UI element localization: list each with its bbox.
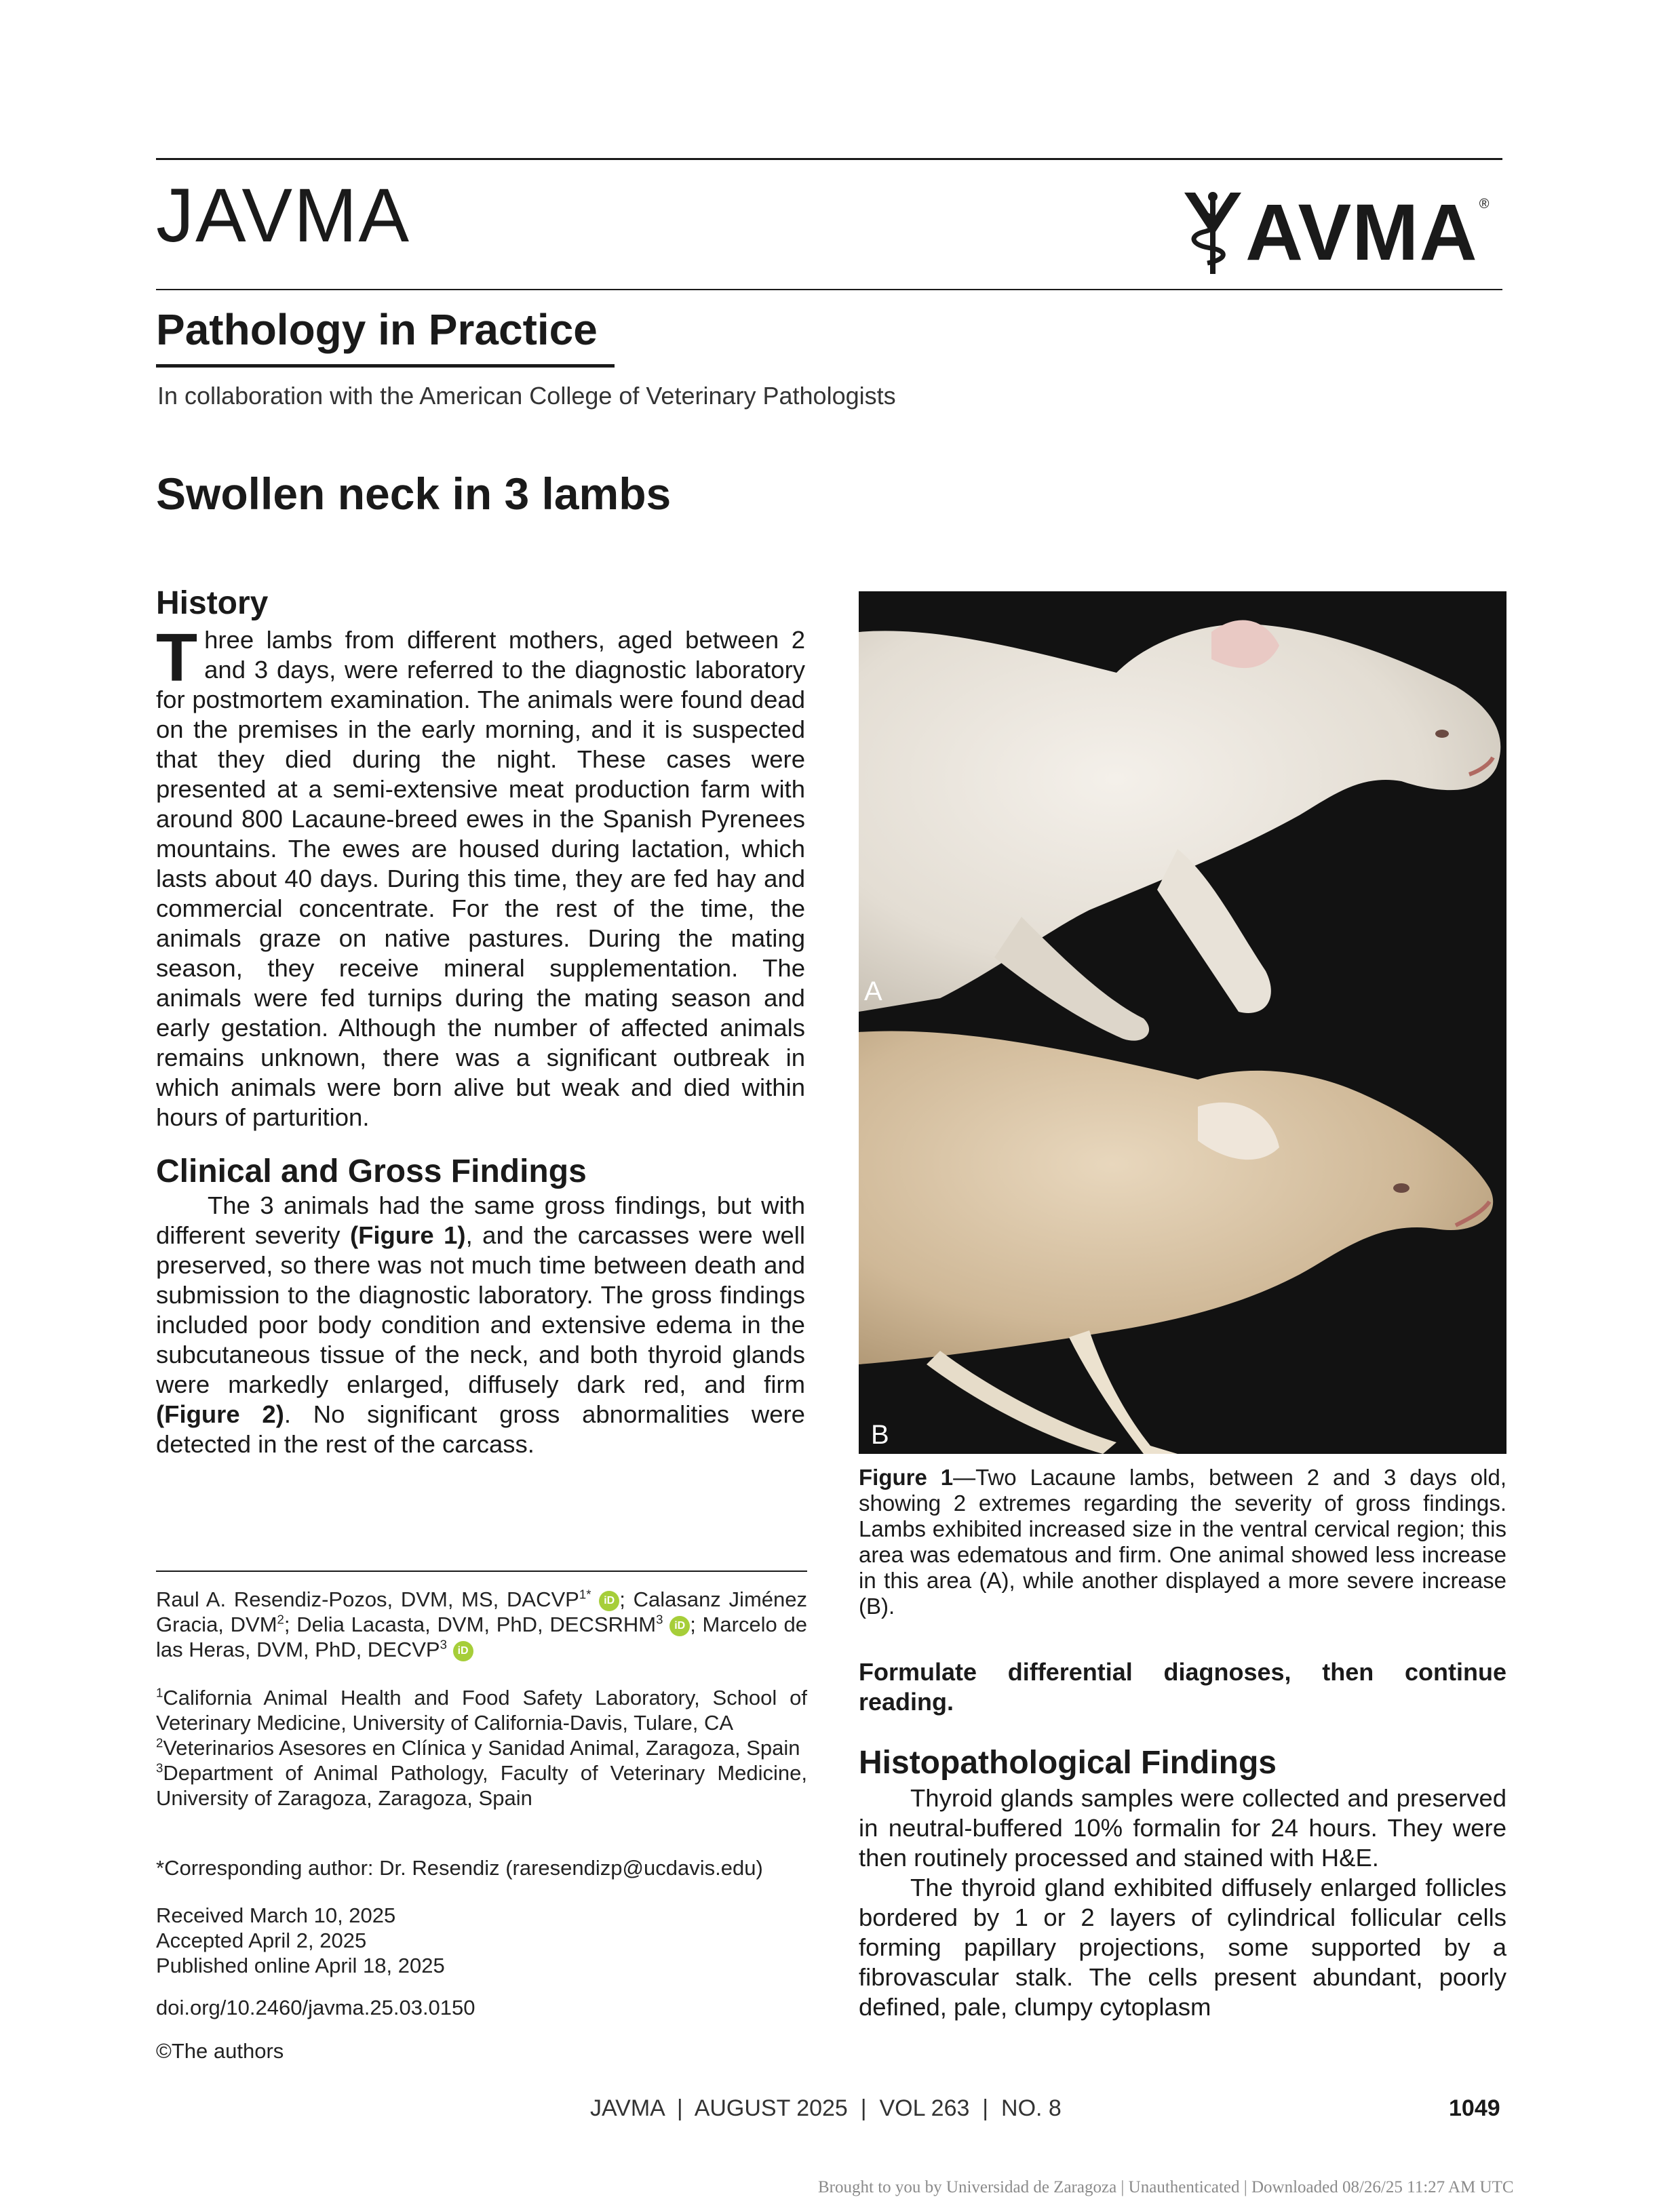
caption-text: —Two Lacaune lambs, between 2 and 3 days old, showing 2 extremes regarding the severity of gross findings. Lambs exhibited increased size in the ventral cervical region; this area was edematous and firm. One animal showed less increase in this area (A), while another displayed a more severe increase (B). [859,1465,1507,1619]
author-rule [156,1571,807,1572]
orcid-icon[interactable]: iD [453,1641,473,1661]
article-title: Swollen neck in 3 lambs [156,469,672,519]
affiliations [156,1685,807,1811]
avma-logo [1180,189,1489,277]
copyright: ©The authors [156,2039,284,2063]
clinical-text-2: , and the carcasses were well preserved, so there was not much time between death and submission to the diagnostic laboratory. The gross findings included poor body condition and extensive edema in the subcutaneous tissue of the neck, and both thyroid glands were markedly enlarged, diffusely dark red, and firm [156,1221,805,1398]
registered-mark: ® [1479,196,1490,212]
histo-paragraph-2: The thyroid gland exhibited diffusely enlarged follicles bordered by 1 or 2 layers of cylindrical follicular cells forming papillary projections, some supported by a fibrovascular stalk. The cells present abundant, poorly defined, pale, clumpy cytoplasm [859,1874,1506,2021]
received-date: Received March 10, 2025 [156,1903,396,1927]
drop-cap: T [156,620,198,696]
clinical-text-1: The 3 animals had the same gross findings, but with different severity [156,1191,805,1249]
published-date: Published online April 18, 2025 [156,1954,445,1977]
section-underline [156,364,615,368]
history-text: hree lambs from different mothers, aged between 2 and 3 days, were referred to the diagnostic laboratory for postmortem examination. The animals were found dead on the premises in the early morning, and it is suspected that they died during the night. These cases were presented at a semi-extensive meat production farm with around 800 Lacaune-breed ewes in the Spanish Pyrenees mountains. The ewes are housed during lactation, which lasts about 40 days. During this time, they are fed hay and commercial concentrate. For the rest of the time, the animals graze on native pastures. During the mating season, they receive mineral supplementation. The animals were fed turnips during the mating season and early gestation. Although the number of affected animals remains unknown, there was a significant outbreak in which animals were born alive but weak and died within hours of parturition. [156,626,805,1131]
page-number: 1049 [1449,2095,1500,2121]
footer-journal-info: JAVMA | AUGUST 2025 | VOL 263 | NO. 8 [590,2095,1062,2121]
panel-b-label: B [871,1420,889,1450]
collaboration-note: In collaboration with the American College of Veterinary Pathologists [157,382,896,410]
figure-1-reference[interactable]: (Figure 1) [349,1221,466,1249]
section-title: Pathology in Practice [156,305,598,354]
histo-heading: Histopathological Findings [859,1745,1277,1781]
journal-name: JAVMA [156,173,411,258]
author-list: Raul A. Resendiz-Pozos, DVM, MS, $DACVP^{1*}$ iD ; Calasanz Jiménez Gracia, DVM$^2$; Delia Lacasta, DVM, PhD, DECSRHM$^3$ iD ; Marcelo de las Heras, DVM, PhD, DECVP$^3$ iD [156,1587,808,1661]
differential-prompt: Formulate differential diagnoses, then continue reading. [859,1658,1506,1716]
figure-1-caption [859,1465,1506,1619]
affiliation-item: $^3$Department of Animal Pathology, Faculty of Veterinary Medicine, University of Zaragoza, Zaragoza, Spain [156,1760,807,1810]
top-rule [156,158,1502,160]
figure-2-reference[interactable]: (Figure 2) [156,1400,284,1428]
header-bottom-rule [156,289,1502,290]
affiliation-item: $^2$Veterinarios Asesores en Clínica y Sanidad Animal, Zaragoza, Spain [156,1735,800,1760]
logo-wordmark: AVMA [1245,188,1478,277]
download-note: Brought to you by Universidad de Zaragoza | Unauthenticated | Downloaded 08/26/25 11:27 AM UTC [818,2178,1514,2196]
orcid-icon[interactable]: iD [599,1591,619,1611]
history-heading: History [156,585,269,621]
figure-1-photograph [859,591,1506,1454]
article-dates [156,1903,807,1978]
doi-link[interactable]: doi.org/10.2460/javma.25.03.0150 [156,1996,475,2019]
clinical-text-3: . No significant gross abnormalities were detected in the rest of the carcass. [156,1400,805,1458]
corresponding-author: *Corresponding author: Dr. Resendiz (raresendizp@ucdavis.edu) [156,1856,763,1880]
accepted-date: Accepted April 2, 2025 [156,1929,367,1952]
figure-1 [859,591,1506,1454]
clinical-paragraph [156,1191,805,1459]
affiliation-item: $^1$California Animal Health and Food Safety Laboratory, School of Veterinary Medicine, University of California-Davis, Tulare, CA [156,1685,807,1735]
clinical-heading: Clinical and Gross Findings [156,1153,587,1189]
right-column [859,1744,1506,2022]
author-block [156,1587,807,1662]
caption-label: Figure 1 [859,1465,954,1490]
histo-paragraph-1: Thyroid glands samples were collected and preserved in neutral-buffered 10% formalin for 24 hours. They were then routinely processed and stained with H&E. [859,1784,1506,1872]
panel-a-label: A [864,976,882,1006]
caduceus-icon [1180,189,1245,277]
left-column [156,585,805,1459]
orcid-icon[interactable]: iD [669,1616,690,1636]
history-paragraph [156,620,805,1132]
